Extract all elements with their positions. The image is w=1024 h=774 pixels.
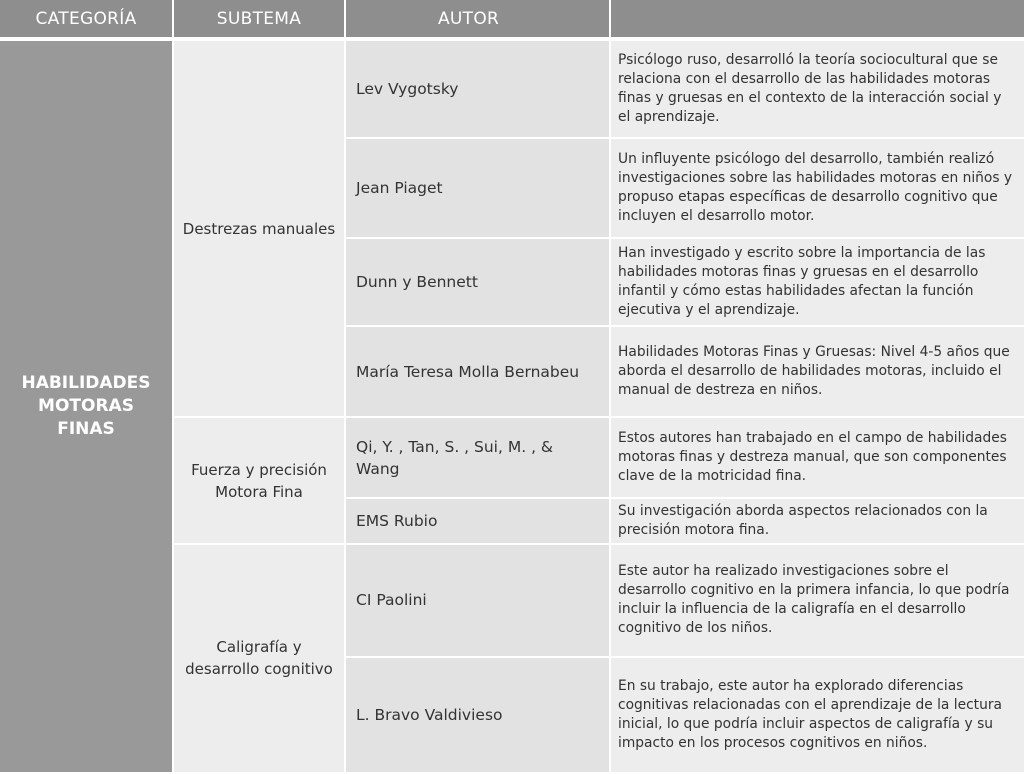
author-cell: L. Bravo Valdivieso bbox=[345, 657, 610, 773]
description-cell: Psicólogo ruso, desarrolló la teoría sociocultural que se relaciona con el desarrollo de las habilidades motoras finas y gruesas en el contexto de la interacción social y el aprendizaje. bbox=[610, 39, 1024, 138]
subtema-cell: Fuerza y precisión Motora Fina bbox=[173, 417, 345, 543]
subtema-cell: Caligrafía y desarrollo cognitivo bbox=[173, 544, 345, 773]
author-cell: CI Paolini bbox=[345, 544, 610, 657]
author-cell: María Teresa Molla Bernabeu bbox=[345, 326, 610, 417]
header-row bbox=[0, 0, 1024, 39]
description-cell: Este autor ha realizado investigaciones sobre el desarrollo cognitivo en la primera infancia, lo que podría incluir la influencia de la caligrafía en el desarrollo cognitivo de los niños. bbox=[610, 544, 1024, 657]
author-cell: Qi, Y. , Tan, S. , Sui, M. , & Wang bbox=[345, 417, 610, 497]
header-descripcion bbox=[610, 0, 1024, 39]
table-row bbox=[0, 39, 1024, 138]
author-cell: Jean Piaget bbox=[345, 138, 610, 238]
header-categoria: CATEGORÍA bbox=[0, 0, 173, 39]
description-cell: Han investigado y escrito sobre la importancia de las habilidades motoras finas y gruesas en el desarrollo infantil y cómo estas habilidades afectan la función ejecutiva y el aprendizaje. bbox=[610, 238, 1024, 326]
description-cell: En su trabajo, este autor ha explorado diferencias cognitivas relacionadas con el aprendizaje de la lectura inicial, lo que podría incluir aspectos de caligrafía y su impacto en los procesos cognitivos en niños. bbox=[610, 657, 1024, 773]
description-cell: Un influyente psicólogo del desarrollo, también realizó investigaciones sobre las habilidades motoras en niños y propuso etapas específicas de desarrollo cognitivo que incluyen el desarrollo motor. bbox=[610, 138, 1024, 238]
subtema-cell: Destrezas manuales bbox=[173, 39, 345, 417]
header-autor: AUTOR bbox=[345, 0, 610, 39]
author-cell: Lev Vygotsky bbox=[345, 39, 610, 138]
author-cell: EMS Rubio bbox=[345, 498, 610, 544]
author-cell: Dunn y Bennett bbox=[345, 238, 610, 326]
description-cell: Estos autores han trabajado en el campo de habilidades motoras finas y destreza manual, que son componentes clave de la motricidad fina. bbox=[610, 417, 1024, 497]
description-cell: Su investigación aborda aspectos relacionados con la precisión motora fina. bbox=[610, 498, 1024, 544]
category-cell: HABILIDADES MOTORAS FINAS bbox=[0, 39, 173, 773]
header-subtema: SUBTEMA bbox=[173, 0, 345, 39]
description-cell: Habilidades Motoras Finas y Gruesas: Nivel 4-5 años que aborda el desarrollo de habilidades motoras, incluido el manual de destreza en niños. bbox=[610, 326, 1024, 417]
